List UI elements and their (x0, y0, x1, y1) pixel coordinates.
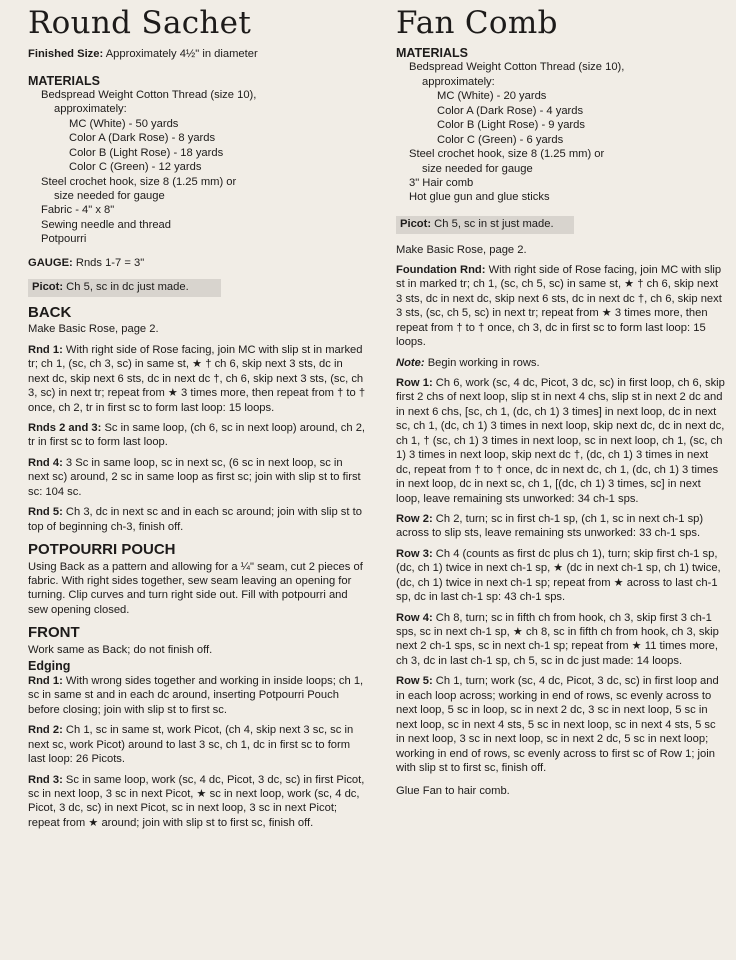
fan-intro: Make Basic Rose, page 2. (396, 243, 527, 256)
sachet-materials-list (28, 88, 366, 247)
fan-materials-list (396, 60, 726, 204)
material-item: Color C (Green) - 6 yards (437, 133, 564, 146)
fan-picot-box: Picot: Ch 5, sc in st just made. (396, 216, 574, 234)
note: Note: Begin working in rows. (396, 356, 540, 369)
material-item: 3" Hair comb (409, 176, 474, 189)
material-item: size needed for gauge (422, 162, 533, 175)
closing-text: Glue Fan to hair comb. (396, 785, 510, 798)
back-rnd-1: Rnd 1: With right side of Rose facing, join MC with slip st in marked tr; ch 1, (sc, ch 3, sc) in same st, ★ † ch 6, skip next 3 sts, dc in next dc, skip next 6 sts, dc in next dc †, ch 6, skip next 3 sts, (sc, ch 3, sc) in next tr; repeat from ★ 3 times more, then repeat from † to † once, ch 2, tr in first sc to form last loop: 15 loops. (28, 343, 366, 414)
round-sachet-column (28, 6, 366, 830)
material-item: Color C (Green) - 12 yards (69, 161, 202, 174)
front-heading: FRONT (28, 624, 80, 642)
edging-rnd-2: Rnd 2: Ch 1, sc in same st, work Picot, (ch 4, skip next 3 sc, sc in next sc, work Picot) around to last 3 sc, ch 1, dc in first sc to form last loop: 26 Picots. (28, 724, 354, 766)
material-item: Steel crochet hook, size 8 (1.25 mm) or (409, 148, 605, 161)
back-intro: Make Basic Rose, page 2. (28, 323, 159, 336)
gauge: GAUGE: Rnds 1-7 = 3" (28, 256, 145, 269)
finished-size: Finished Size: Approximately 4½" in diameter (28, 48, 258, 61)
material-item: Fabric - 4" x 8" (41, 204, 115, 217)
material-item: MC (White) - 50 yards (69, 117, 179, 130)
back-heading: BACK (28, 303, 72, 321)
material-item: size needed for gauge (54, 189, 165, 202)
material-item: Bedspread Weight Cotton Thread (size 10), (409, 61, 625, 74)
sachet-picot-box: Picot: Ch 5, sc in dc just made. (28, 279, 221, 297)
fan-materials-heading: MATERIALS (396, 46, 468, 61)
material-item: Color B (Light Rose) - 9 yards (437, 119, 585, 132)
material-item: approximately: (422, 75, 495, 88)
row-4: Row 4: Ch 8, turn; sc in fifth ch from hook, ch 3, skip first 3 ch-1 sps, sc in next ch-1 sp, ★ ch 8, sc in fifth ch from hook, ch 3, skip next 2 ch-1 sps, sc in next ch-1 sp; repeat from ★ 11 times more, ch 3, dc in last ch-1 sp, ch 5, sc in dc just made: 14 loops. (396, 611, 719, 667)
back-rnd-5: Rnd 5: Ch 3, dc in next sc and in each sc around; join with slip st to top of beginning ch-3, finish off. (28, 506, 362, 533)
material-item: Bedspread Weight Cotton Thread (size 10), (41, 88, 257, 101)
material-item: MC (White) - 20 yards (437, 90, 547, 103)
pouch-heading: POTPOURRI POUCH (28, 541, 176, 559)
foundation-rnd: Foundation Rnd: With right side of Rose facing, join MC with slip st in marked tr; ch 1, (sc, ch 5, sc) in same st, ★ † ch 6, skip next 3 sts, dc in next dc, skip next 6 sts, dc in next dc †, ch 6, skip next 3 sts, (sc, ch 5, sc) in next tr; repeat from ★ 3 times more, then repeat from † to † once, ch 3, dc in first sc to form last loop: 15 loops. (396, 263, 722, 349)
edging-rnd-1: Rnd 1: With wrong sides together and working in inside loops; ch 1, sc in same st and in each dc around, inserting Potpourri Pouch before closing; join with slip st to first sc. (28, 674, 364, 716)
material-item: Sewing needle and thread (41, 218, 172, 231)
fan-title: Fan Comb (396, 5, 558, 41)
material-item: Color B (Light Rose) - 18 yards (69, 146, 224, 159)
row-3: Row 3: Ch 4 (counts as first dc plus ch 1), turn; skip first ch-1 sp, (dc, ch 1) twice in next ch-1 sp, ★ (dc in next ch-1 sp, ch 1) twice, (dc, ch 1) twice in next ch-1 sp; repeat from ★ across to last ch-1 sp, dc in last ch-1 sp: 43 ch-1 sps. (396, 547, 721, 604)
sachet-materials-heading: MATERIALS (28, 73, 100, 88)
row-2: Row 2: Ch 2, turn; sc in first ch-1 sp, (ch 1, sc in next ch-1 sp) across to slip sts, leave remaining sts unworked: 33 ch-1 sps. (396, 512, 704, 540)
material-item: approximately: (54, 103, 127, 116)
material-item: Hot glue gun and glue sticks (409, 191, 550, 204)
material-item: Color A (Dark Rose) - 8 yards (69, 132, 216, 145)
back-rnds-2-3: Rnds 2 and 3: Sc in same loop, (ch 6, sc in next loop) around, ch 2, tr in first sc to form last loop. (28, 421, 366, 449)
sachet-title: Round Sachet (28, 5, 252, 41)
material-item: Potpourri (41, 233, 87, 246)
material-item: Steel crochet hook, size 8 (1.25 mm) or (41, 175, 237, 188)
row-1: Row 1: Ch 6, work (sc, 4 dc, Picot, 3 dc, sc) in first loop, ch 6, skip first 2 chs of next loop, slip st in next 4 chs, slip st in next 2 dc and in next 6 chs, [sc, ch 1, (dc, ch 1) 3 times] in next loop, dc in next sc, ch 1, (dc, ch 1) 3 times in next loop, skip next dc, dc in next dc, ch 1, † (sc, ch 1) 3 times in next loop, sc in next loop, ch 1, (sc, ch 1) 3 times in next loop, skip next dc †, (dc, ch 1) 3 times in next dc, repeat from † to † once, dc in next dc, ch 1, (dc, ch 1) 3 times in next loop, dc in next sc, ch 1, [(dc, ch 1) 3 times, sc] in next loop, leave remaining sts unworked: 34 ch-1 sps. (396, 377, 725, 505)
edging-heading: Edging (28, 659, 71, 674)
front-text: Work same as Back; do not finish off. (28, 643, 213, 656)
edging-rnd-3: Rnd 3: Sc in same loop, work (sc, 4 dc, Picot, 3 dc, sc) in first Picot, sc in next loop, 3 sc in next Picot, ★ sc in next loop, work (sc, 4 dc, Picot, 3 dc, sc) in next Picot, sc in next loop, 3 sc in next Picot; repeat from ★ around; join with slip st to first sc, finish off. (28, 773, 365, 829)
material-item: Color A (Dark Rose) - 4 yards (437, 104, 584, 117)
back-rnd-4: Rnd 4: 3 Sc in same loop, sc in next sc, (6 sc in next loop, sc in next sc) around, 2 sc in same loop as first sc; join with slip st to first sc: 104 sc. (28, 456, 361, 498)
row-5: Row 5: Ch 1, turn; work (sc, 4 dc, Picot, 3 dc, sc) in first loop and in each loop across; working in end of rows, sc evenly across to next loop, 5 sc in loop, sc in next 2 dc, 3 sc in next loop, 5 sc in next loop, sc in next 4 sts, 5 sc in next loop, sc in next 4 sts, 5 sc in next loop, 3 sc in next loop, sc in next 2 dc, 5 sc in next loop; working in end of rows, sc evenly across to first sc of Row 1; join with slip st to first sc, finish off. (396, 675, 719, 774)
fan-comb-column (396, 6, 726, 799)
pouch-text: Using Back as a pattern and allowing for a ¼" seam, cut 2 pieces of fabric. With right sides together, sew seam leaving an opening for turning. Clip curves and turn right side out. Fill with potpourri and sew opening closed. (28, 560, 363, 616)
